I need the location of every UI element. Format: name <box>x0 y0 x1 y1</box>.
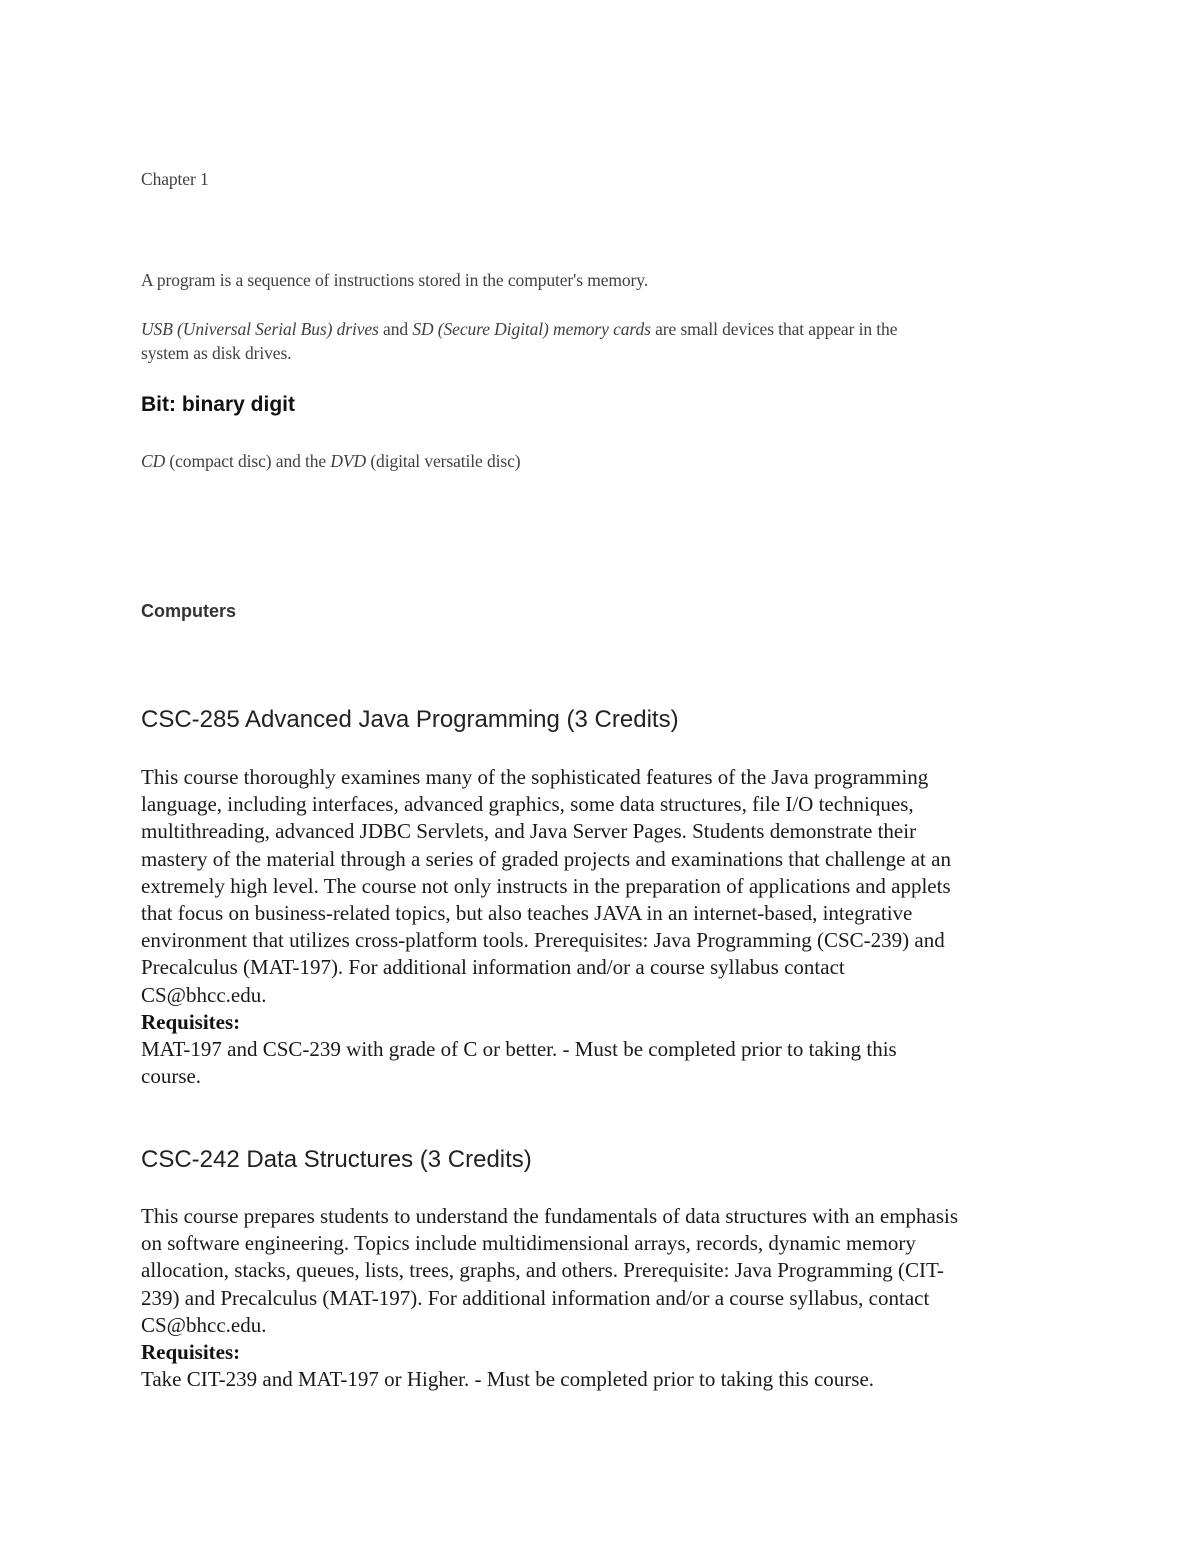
course-title-csc242: CSC-242 Data Structures (3 Credits) <box>141 1146 532 1173</box>
description-line: CS@bhcc.edu. <box>141 1312 267 1337</box>
requisites-label: Requisites: <box>141 1009 241 1034</box>
usb-rest: are small devices that appear in the <box>650 319 898 339</box>
description-line: environment that utilizes cross-platform tools. Prerequisites: Java Programming (CSC-239) and <box>141 928 945 953</box>
usb-and: and <box>378 319 413 339</box>
computers-heading: Computers <box>141 601 237 621</box>
cd-dvd-note <box>141 451 521 472</box>
usb-term: USB (Universal Serial Bus) drives <box>141 319 379 339</box>
requisites-line: MAT-197 and CSC-239 with grade of C or better. - Must be completed prior to taking this <box>141 1037 897 1062</box>
description-line: that focus on business-related topics, but also teaches JAVA in an internet-based, integrative <box>141 901 913 926</box>
description-line: allocation, stacks, queues, lists, trees, graphs, and others. Prerequisite: Java Programming (CIT- <box>141 1258 944 1283</box>
dvd-def: (digital versatile disc) <box>366 451 521 471</box>
description-line: language, including interfaces, advanced graphics, some data structures, file I/O techniques, <box>141 792 914 817</box>
description-line: Precalculus (MAT-197). For additional information and/or a course syllabus contact <box>141 955 845 980</box>
dvd-term: DVD <box>330 451 367 471</box>
description-line: CS@bhcc.edu. <box>141 982 267 1007</box>
chapter-label: Chapter 1 <box>141 169 209 189</box>
description-line: on software engineering. Topics include multidimensional arrays, records, dynamic memory <box>141 1231 916 1256</box>
course-description-csc242 <box>141 1203 1081 1393</box>
description-line: extremely high level. The course not only instructs in the preparation of applications and applets <box>141 873 951 898</box>
cd-term: CD <box>141 451 166 471</box>
description-line: multithreading, advanced JDBC Servlets, and Java Server Pages. Students demonstrate their <box>141 819 917 844</box>
program-definition: A program is a sequence of instructions stored in the computer's memory. <box>141 270 649 290</box>
usb-sd-note-line2: system as disk drives. <box>141 343 292 363</box>
requisites-label: Requisites: <box>141 1340 241 1365</box>
description-line: This course thoroughly examines many of the sophisticated features of the Java programming <box>141 765 929 789</box>
description-line: This course prepares students to understand the fundamentals of data structures with an emphasis <box>141 1204 959 1228</box>
usb-sd-note-line1 <box>141 319 897 340</box>
bit-heading: Bit: binary digit <box>141 393 295 416</box>
course-title-csc285: CSC-285 Advanced Java Programming (3 Credits) <box>141 706 679 733</box>
description-line: mastery of the material through a series of graded projects and examinations that challenge at an <box>141 846 951 871</box>
description-line: 239) and Precalculus (MAT-197). For additional information and/or a course syllabus, contact <box>141 1285 930 1310</box>
cd-def: (compact disc) and the <box>165 451 331 471</box>
requisites-line: course. <box>141 1064 202 1089</box>
sd-term: SD (Secure Digital) memory cards <box>412 319 651 339</box>
course-description-csc285 <box>141 764 1081 1090</box>
requisites-line: Take CIT-239 and MAT-197 or Higher. - Must be completed prior to taking this course. <box>141 1367 875 1392</box>
